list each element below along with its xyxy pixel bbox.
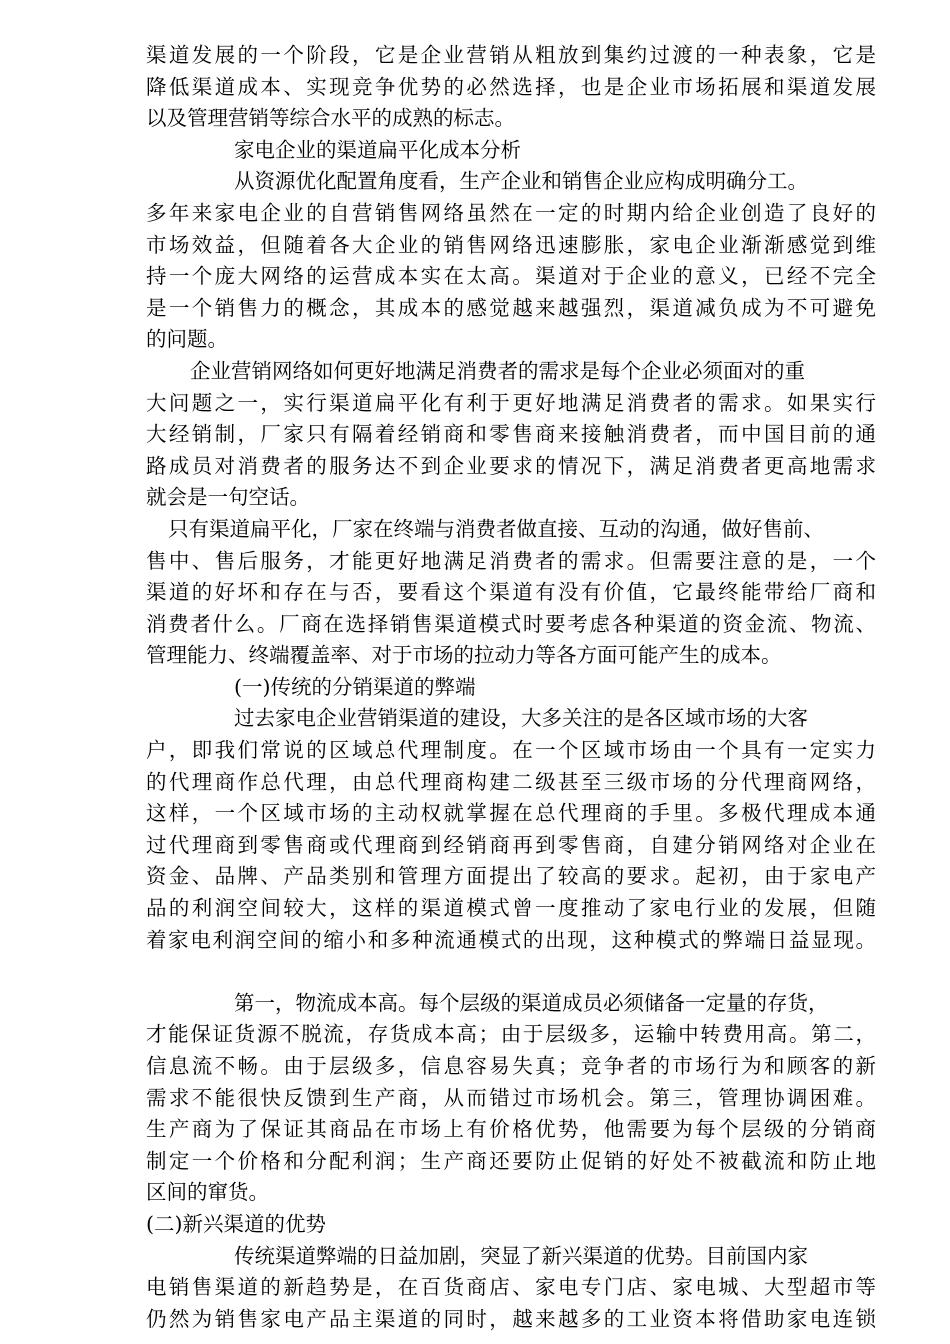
text-line: 大经销制，厂家只有隔着经销商和零售商来接触消费者，而中国目前的通 [146,422,876,447]
text-line: 企业营销网络如何更好地满足消费者的需求是每个企业必须面对的重 [190,358,805,383]
text-line: 渠道的好坏和存在与否，要看这个渠道有没有价值，它最终能带给厂商和 [146,580,876,605]
paragraph [146,1241,876,1336]
text-line: 信息流不畅。由于层级多，信息容易失真；竞争者的市场行为和顾客的新 [146,1054,876,1078]
blank-line [146,956,876,988]
text-line: 第一，物流成本高。每个层级的渠道成员必须储备一定量的存货， [234,990,829,1015]
text-line: 管理能力、终端覆盖率、对于市场的拉动力等各方面可能产生的成本。 [146,643,782,668]
text-line: 就会是一句空话。 [146,485,310,510]
paragraph [146,356,876,514]
text-line: 户，即我们常说的区域总代理制度。在一个区域市场由一个具有一定实力 [146,738,876,763]
text-line: 资金、品牌、产品类别和管理方面提出了较高的要求。起初，由于家电产 [146,864,876,889]
text-line: 消费者什么。厂商在选择销售渠道模式时要考虑各种渠道的资金流、物流、 [146,611,876,636]
text-line: 区间的窜货。 [146,1180,269,1205]
paragraph [146,514,876,672]
text-line: 的问题。 [146,327,228,352]
text-line: 多年来家电企业的自营销售网络虽然在一定的时期内给企业创造了良好的 [146,200,876,225]
heading-text: 家电企业的渠道扁平化成本分析 [234,137,521,162]
text-line: 从资源优化配置角度看，生产企业和销售企业应构成明确分工。 [234,169,808,194]
text-line: 才能保证货源不脱流，存货成本高；由于层级多，运输中转费用高。第二， [146,1022,876,1047]
paragraph [146,40,876,135]
paragraph [146,703,876,956]
heading-text: (一)传统的分销渠道的弊端 [234,674,476,699]
section-heading [146,135,876,167]
text-line: 过去家电企业营销渠道的建设，大多关注的是各区域市场的大客 [234,706,808,731]
text-line: 传统渠道弊端的日益加剧，突显了新兴渠道的优势。目前国内家 [234,1243,808,1268]
text-line: 仍然为销售家电产品主渠道的同时，越来越多的工业资本将借助家电连锁 [146,1306,876,1331]
text-line: 生产商为了保证其商品在市场上有价格优势，他需要为每个层级的分销商 [146,1117,876,1142]
text-line: 过代理商到零售商或代理商到经销商再到零售商，自建分销网络对企业在 [146,832,876,857]
text-line: 渠道发展的一个阶段，它是企业营销从粗放到集约过渡的一种表象，它是 [146,43,876,67]
text-line: 着家电利润空间的缩小和多种流通模式的出现，这种模式的弊端日益显现。 [146,927,876,952]
text-line: 品的利润空间较大，这样的渠道模式曾一度推动了家电行业的发展，但随 [146,896,876,921]
text-line: 降低渠道成本、实现竞争优势的必然选择，也是企业市场拓展和渠道发展 [146,74,876,99]
text-line: 售中、售后服务，才能更好地满足消费者的需求。但需要注意的是，一个 [146,548,876,573]
text-line: 路成员对消费者的服务达不到企业要求的情况下，满足消费者更高地需求 [146,453,876,478]
paragraph [146,166,876,356]
text-line: 这样，一个区域市场的主动权就掌握在总代理商的手里。多极代理成本通 [146,801,876,826]
text-line: 以及管理营销等综合水平的成熟的标志。 [146,106,515,131]
text-line: 制定一个价格和分配利润；生产商还要防止促销的好处不被截流和防止地 [146,1148,876,1173]
paragraph [146,988,876,1209]
text-line: 是一个销售力的概念，其成本的感觉越来越强烈，渠道减负成为不可避免 [146,295,876,320]
section-heading [146,1209,876,1241]
text-line: 的代理商作总代理，由总代理商构建二级甚至三级市场的分代理商网络， [146,769,876,794]
text-line: 需求不能很快反馈到生产商，从而错过市场机会。第三，管理协调困难。 [146,1085,876,1110]
text-line: 只有渠道扁平化，厂家在终端与消费者做直接、互动的沟通，做好售前、 [168,516,824,541]
heading-text: (二)新兴渠道的优势 [146,1211,326,1236]
text-line: 电销售渠道的新趋势是，在百货商店、家电专门店、家电城、大型超市等 [146,1275,876,1300]
document-page [146,40,876,1335]
section-heading [146,672,876,704]
text-line: 市场效益，但随着各大企业的销售网络迅速膨胀，家电企业渐渐感觉到维 [146,232,876,257]
text-line: 大问题之一，实行渠道扁平化有利于更好地满足消费者的需求。如果实行 [146,390,876,415]
text-line: 持一个庞大网络的运营成本实在太高。渠道对于企业的意义，已经不完全 [146,264,876,289]
